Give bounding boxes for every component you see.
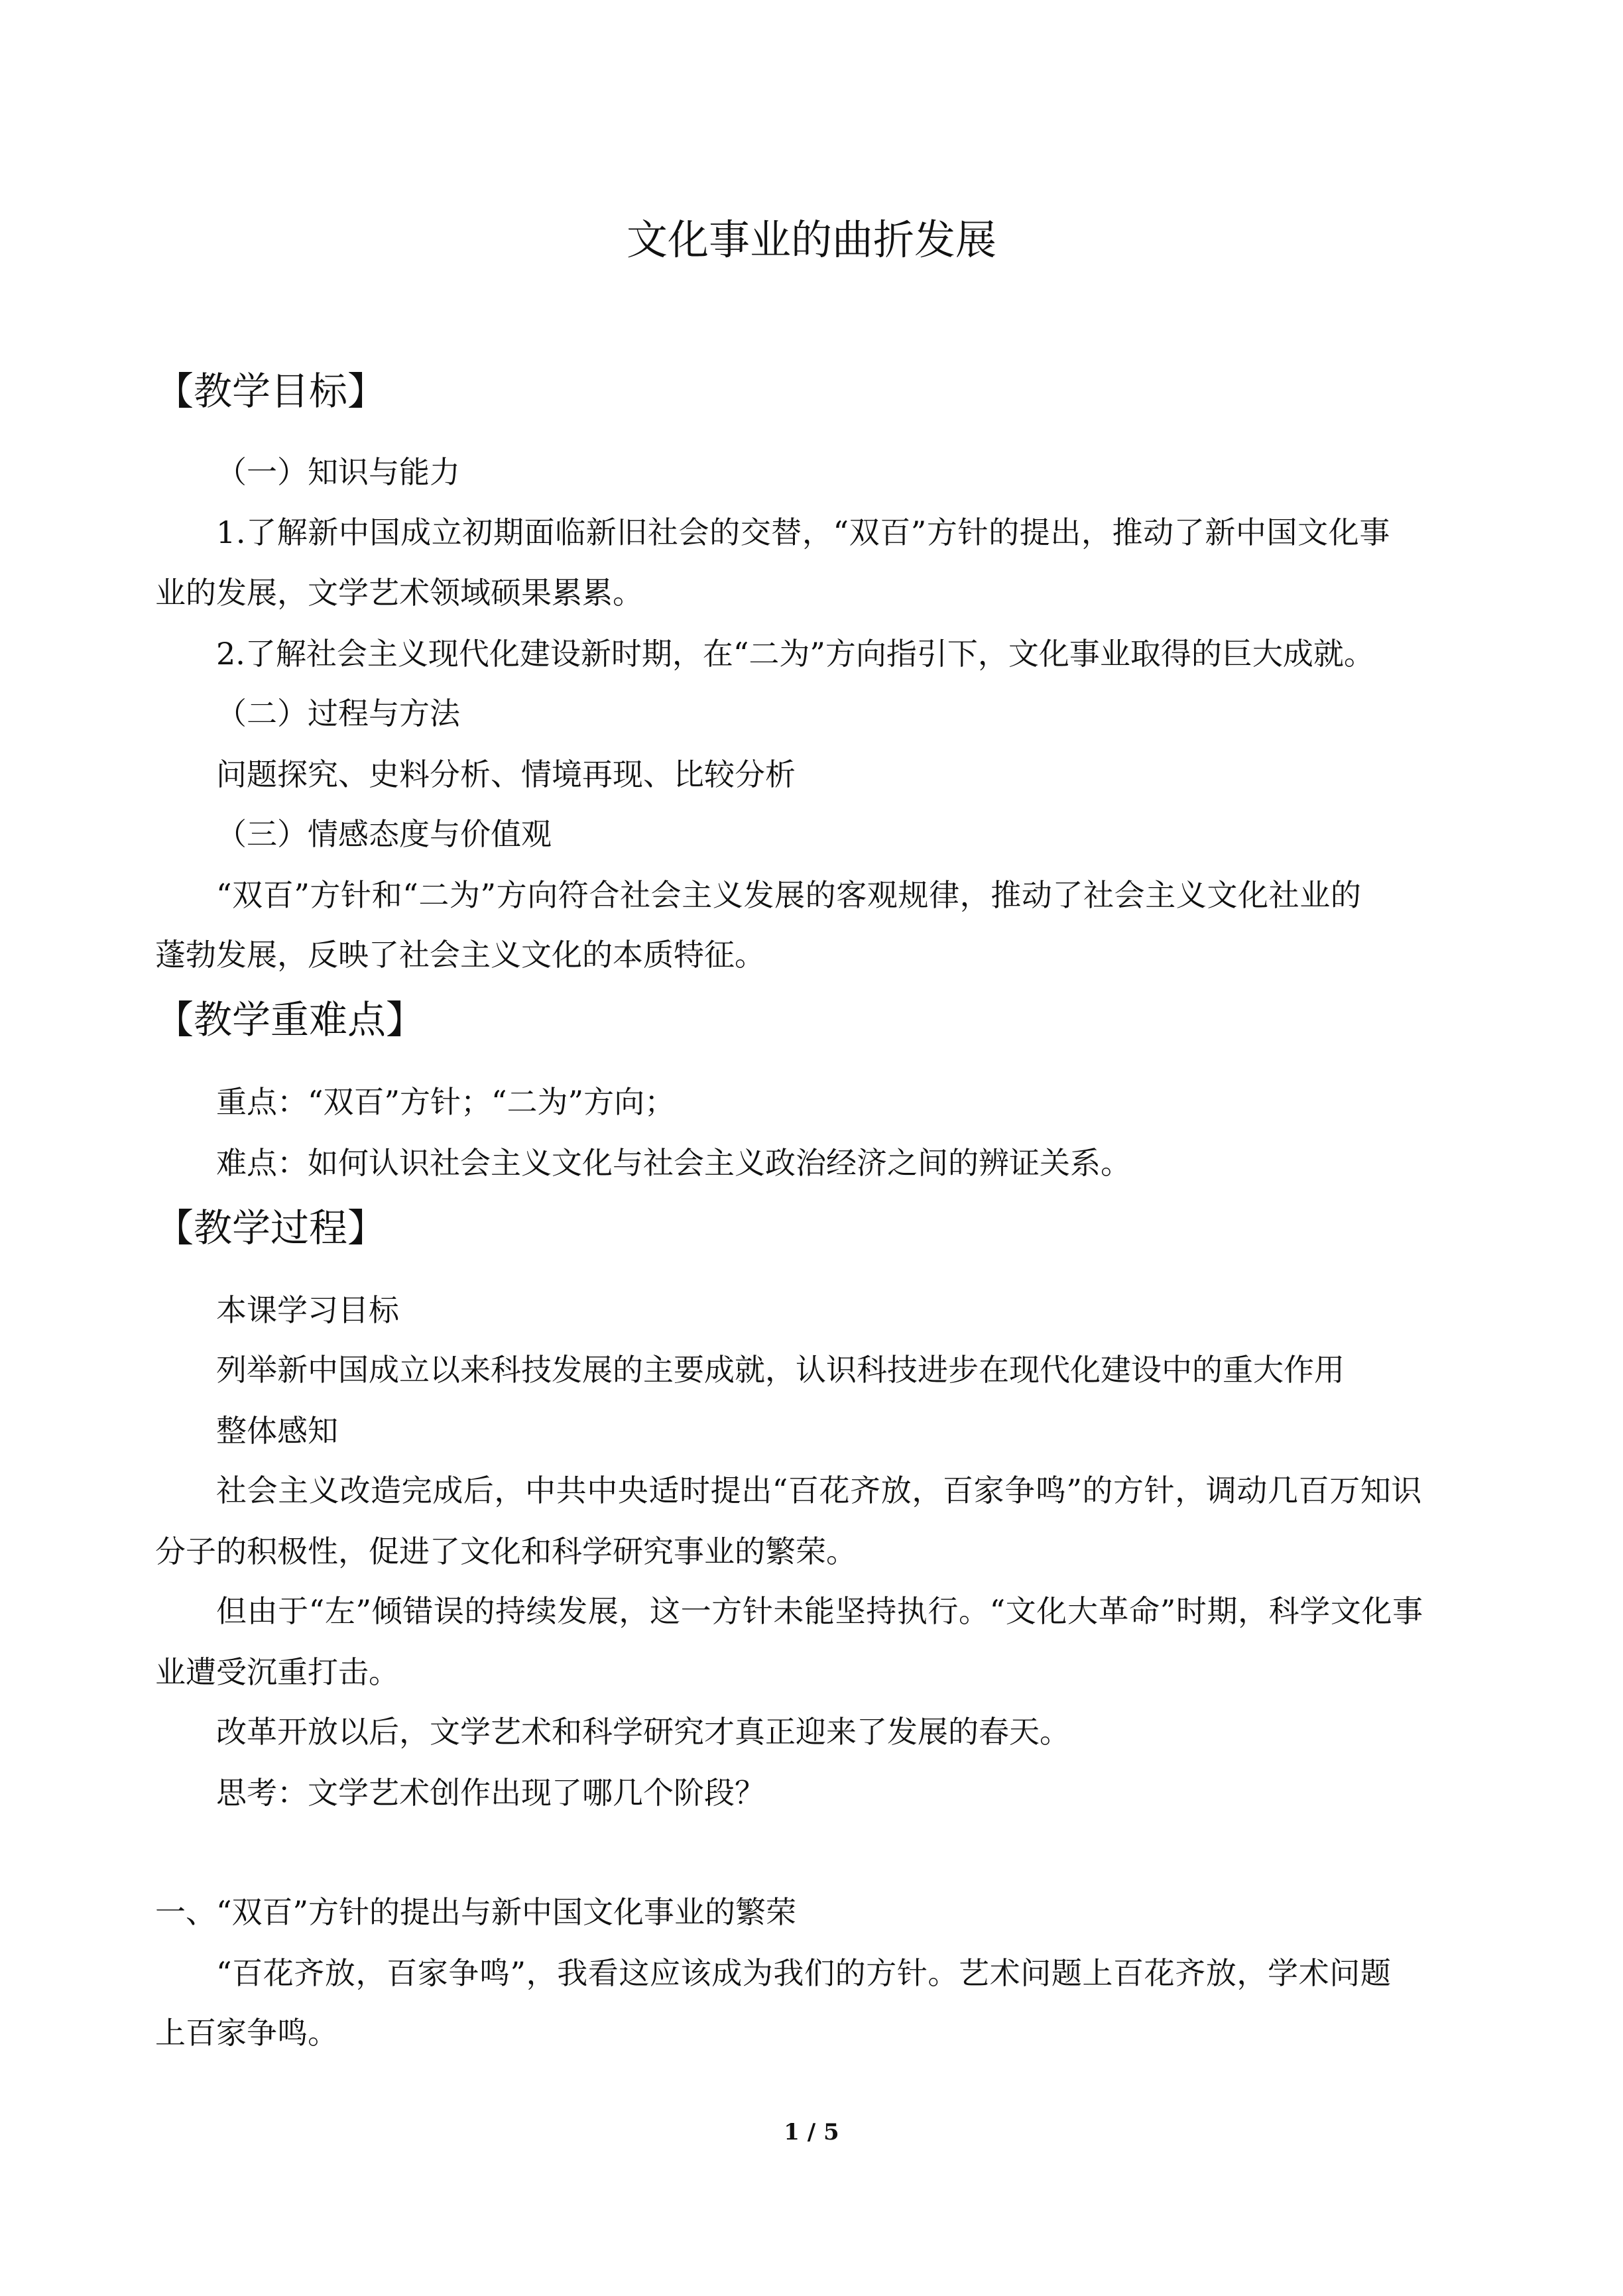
- section-heading-objectives: 【教学目标】: [155, 369, 387, 414]
- process-paragraph-1-line-2: 分子的积极性，促进了文化和科学研究事业的繁荣。: [155, 1534, 857, 1569]
- page-number: 1 / 5: [784, 2119, 839, 2145]
- process-goal-text: 列举新中国成立以来科技发展的主要成就，认识科技进步在现代化建设中的重大作用: [216, 1352, 1345, 1388]
- objective-item-2: 2.了解社会主义现代化建设新时期，在“二为”方向指引下，文化事业取得的巨大成就。: [216, 636, 1374, 672]
- subheading-values: （三）情感态度与价值观: [216, 816, 552, 852]
- values-line-2: 蓬勃发展，反映了社会主义文化的本质特征。: [155, 937, 765, 973]
- process-paragraph-2-line-1: 但由于“左”倾错误的持续发展，这一方针未能坚持执行。“文化大革命”时期，科学文化事: [216, 1593, 1423, 1629]
- key-point-focus: 重点：“双百”方针；“二为”方向；: [216, 1084, 676, 1120]
- process-question: 思考：文学艺术创作出现了哪几个阶段？: [216, 1775, 765, 1811]
- process-paragraph-1-line-1: 社会主义改造完成后，中共中央适时提出“百花齐放，百家争鸣”的方针，调动几百万知识: [216, 1473, 1423, 1508]
- process-paragraph-3: 改革开放以后，文学艺术和科学研究才真正迎来了发展的春天。: [216, 1714, 1070, 1750]
- process-goal-heading: 本课学习目标: [216, 1292, 399, 1328]
- key-point-difficulty: 难点：如何认识社会主义文化与社会主义政治经济之间的辨证关系。: [216, 1145, 1131, 1181]
- document-title: 文化事业的曲折发展: [626, 215, 996, 264]
- objective-item-1-line-1: 1.了解新中国成立初期面临新旧社会的交替，“双百”方针的提出，推动了新中国文化事: [216, 514, 1390, 550]
- section-heading-process: 【教学过程】: [155, 1205, 387, 1250]
- section-heading-key-points: 【教学重难点】: [155, 997, 425, 1042]
- part-1-quote-line-2: 上百家争鸣。: [155, 2015, 338, 2051]
- objective-item-1-line-2: 业的发展，文学艺术领域硕果累累。: [155, 575, 643, 611]
- part-1-quote-line-1: “百花齐放，百家争鸣”，我看这应该成为我们的方针。艺术问题上百花齐放，学术问题: [216, 1955, 1392, 1991]
- part-1-heading: 一、“双百”方针的提出与新中国文化事业的繁荣: [155, 1894, 797, 1930]
- subheading-knowledge: （一）知识与能力: [216, 454, 460, 490]
- process-paragraph-2-line-2: 业遭受沉重打击。: [155, 1654, 399, 1690]
- methods-text: 问题探究、史料分析、情境再现、比较分析: [216, 756, 796, 792]
- process-overview-heading: 整体感知: [216, 1413, 338, 1449]
- subheading-methods: （二）过程与方法: [216, 695, 460, 731]
- values-line-1: “双百”方针和“二为”方向符合社会主义发展的客观规律，推动了社会主义文化社业的: [216, 877, 1362, 913]
